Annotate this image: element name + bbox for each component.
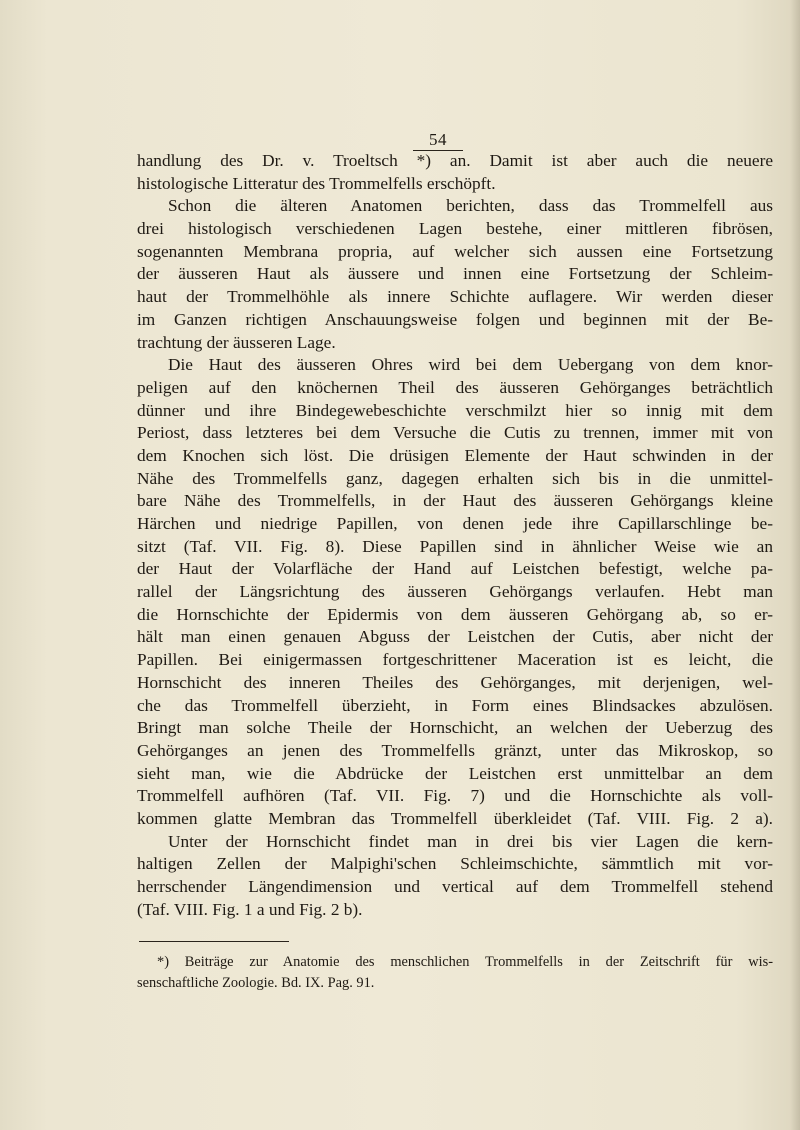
text-line: Schon die älteren Anatomen berichten, dass das Trommelfell aus xyxy=(168,196,773,216)
text-line: kommen glatte Membran das Trommelfell überkleidet (Taf. VIII. Fig. 2 a). xyxy=(137,808,773,828)
text-line: der äusseren Haut als äussere und innen eine Fortsetzung der Schleim- xyxy=(137,264,773,284)
footnote-divider xyxy=(139,941,289,942)
text-line: haut der Trommelhöhle als innere Schichte auflagere. Wir werden dieser xyxy=(137,287,773,307)
text-line: Härchen und niedrige Papillen, von denen jede ihre Capillarschlinge be- xyxy=(137,514,773,533)
text-line: sitzt (Taf. VII. Fig. 8). Diese Papillen sind in ähnlicher Weise wie an xyxy=(137,536,773,556)
text-line: dünner und ihre Bindegewebeschichte verschmilzt hier so innig mit dem xyxy=(137,400,773,420)
text-line: histologische Litteratur des Trommelfells erschöpft. xyxy=(137,173,496,193)
text-line: im Ganzen richtigen Anschauungsweise folgen und beginnen mit der Be- xyxy=(137,309,773,329)
text-line: drei histologisch verschiedenen Lagen bestehe, einer mittleren fibrösen, xyxy=(137,219,773,239)
text-line: sogenannten Membrana propria, auf welcher sich aussen eine Fortsetzung xyxy=(137,241,773,261)
text-line: Nähe des Trommelfells ganz, dagegen erhalten sich bis in die unmittel- xyxy=(137,468,773,488)
text-line: Hornschicht des inneren Theiles des Gehörganges, mit derjenigen, wel- xyxy=(137,672,773,692)
text-line: handlung des Dr. v. Troeltsch *) an. Damit ist aber auch die neuere xyxy=(137,151,773,170)
text-line: die Hornschichte der Epidermis von dem äusseren Gehörgang ab, so er- xyxy=(137,604,773,624)
text-line: trachtung der äusseren Lage. xyxy=(137,332,336,352)
text-line: Periost, dass letzteres bei dem Versuche die Cutis zu trennen, immer mit von xyxy=(137,423,773,443)
page-edge-shadow xyxy=(790,0,800,1130)
text-line: Gehörganges an jenen des Trommelfells gränzt, unter das Mikroskop, so xyxy=(137,740,773,760)
text-line: hält man einen genauen Abguss der Leistchen der Cutis, aber nicht der xyxy=(137,627,773,647)
text-line: der Haut der Volarfläche der Hand auf Leistchen befestigt, welche pa- xyxy=(137,559,773,579)
text-line: herrschender Längendimension und vertical auf dem Trommelfell stehend xyxy=(137,877,773,896)
text-line: (Taf. VIII. Fig. 1 a und Fig. 2 b). xyxy=(137,899,363,919)
body-text xyxy=(137,150,773,921)
text-line: rallel der Längsrichtung des äusseren Gehörgangs verlaufen. Hebt man xyxy=(137,582,773,602)
text-line: sieht man, wie die Abdrücke der Leistchen erst unmittelbar an dem xyxy=(137,763,773,783)
text-line: Papillen. Bei einigermassen fortgeschrittener Maceration ist es leicht, die xyxy=(137,650,773,670)
text-line: bare Nähe des Trommelfells, in der Haut des äusseren Gehörgangs kleine xyxy=(137,491,773,511)
footnote-line: *) Beiträge zur Anatomie des menschlichen Trommelfells in der Zeitschrift für wis- xyxy=(157,954,773,970)
text-line: Unter der Hornschicht findet man in drei bis vier Lagen die kern- xyxy=(168,831,773,851)
text-line: Die Haut des äusseren Ohres wird bei dem Uebergang von dem knor- xyxy=(168,355,773,375)
footnote-line: senschaftliche Zoologie. Bd. IX. Pag. 91. xyxy=(137,975,375,991)
text-line: haltigen Zellen der Malpighi'schen Schleimschichte, sämmtlich mit vor- xyxy=(137,854,773,874)
footnote xyxy=(137,952,773,994)
page-number: 54 xyxy=(413,130,463,151)
text-line: che das Trommelfell überzieht, in Form eines Blindsackes abzulösen. xyxy=(137,695,773,715)
text-line: dem Knochen sich löst. Die drüsigen Elemente der Haut schwinden in der xyxy=(137,445,773,465)
text-line: Trommelfell aufhören (Taf. VII. Fig. 7) und die Hornschichte als voll- xyxy=(137,786,773,806)
text-line: Bringt man solche Theile der Hornschicht, an welchen der Ueberzug des xyxy=(137,718,773,738)
text-line: peligen auf den knöchernen Theil des äusseren Gehörganges beträchtlich xyxy=(137,377,773,397)
